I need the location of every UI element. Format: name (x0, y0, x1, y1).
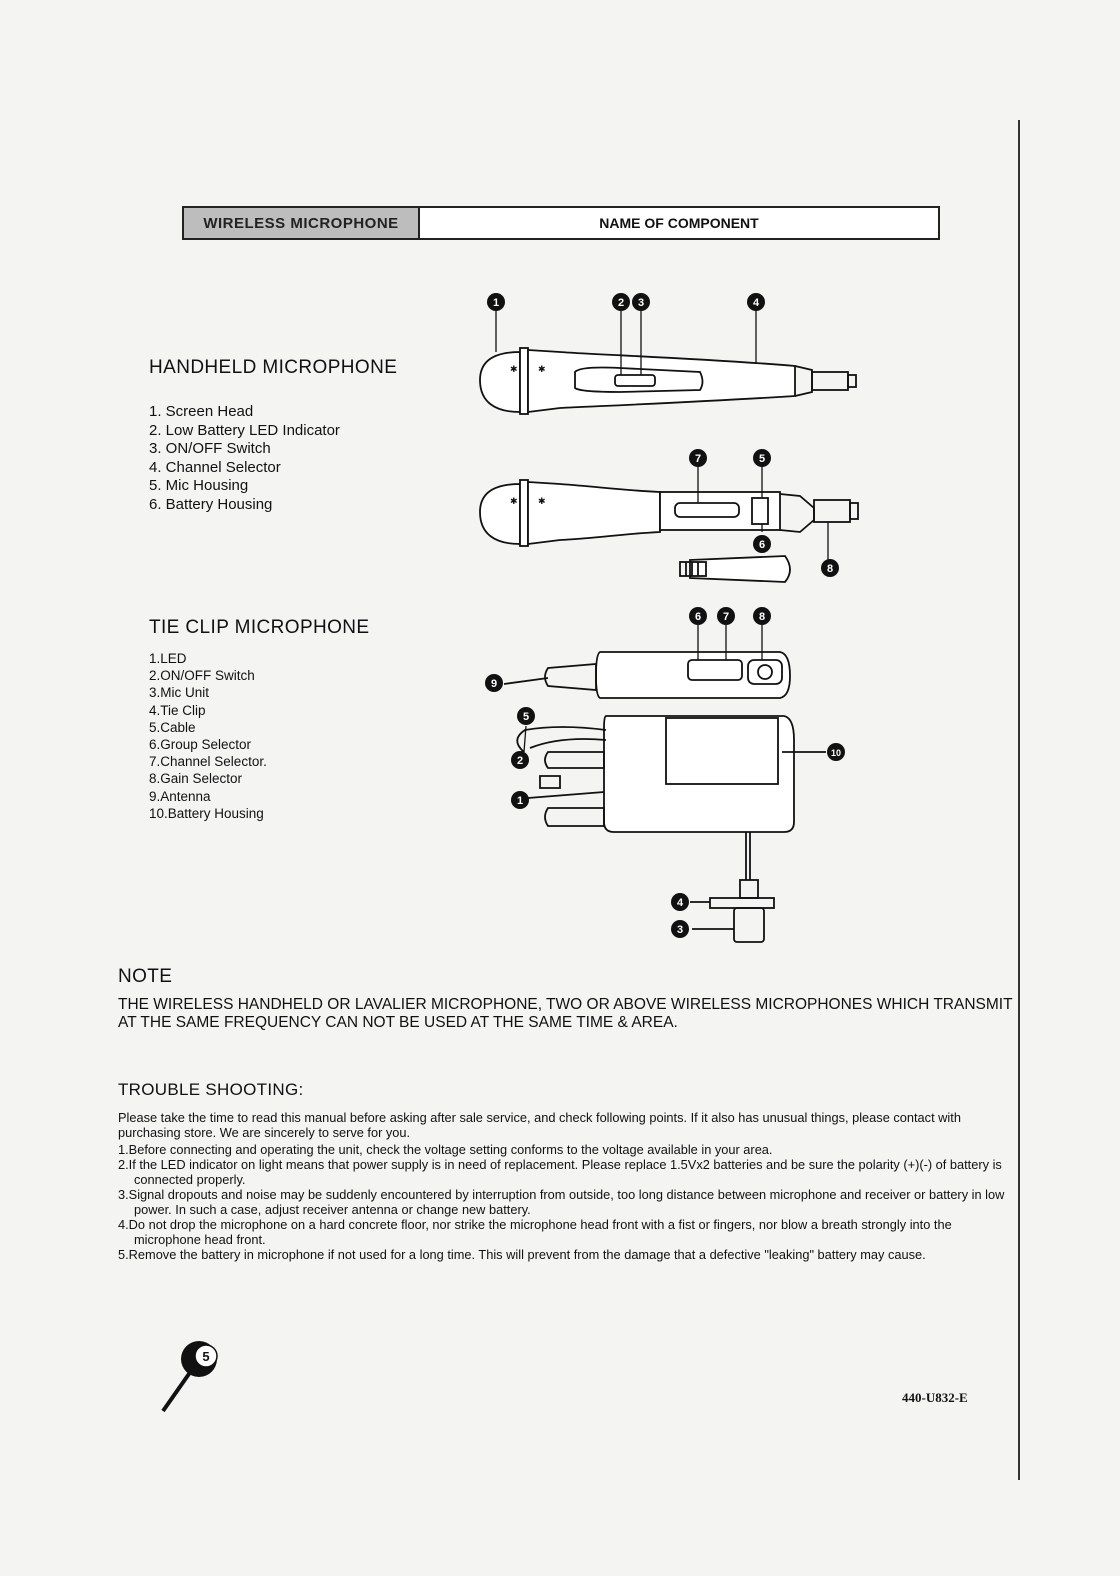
callout-7-handheld (689, 449, 707, 467)
list-item: 9.Antenna (149, 788, 211, 804)
svg-text:✱: ✱ (510, 496, 518, 506)
list-item: 2.If the LED indicator on light means that power supply is in need of replacement. Please replace 1.5Vx2 batteries and be sure the polarity (+)(-) of battery is connected properly. (118, 1157, 1002, 1187)
callout-2-tieclip (511, 751, 529, 769)
list-item: 1. Screen Head (149, 403, 254, 420)
list-item: 8.Gain Selector (149, 771, 243, 787)
callout-8-tieclip (753, 607, 771, 625)
document-code: 440-U832-E (902, 1390, 968, 1405)
callout-8-handheld (821, 559, 839, 577)
list-item: 5.Remove the battery in microphone if not used for a long time. This will prevent from the damage that a defective "leaking" battery may cause. (118, 1247, 926, 1262)
list-item: 4. Channel Selector (149, 458, 281, 476)
svg-text:6: 6 (694, 611, 702, 623)
list-item: 2. Low Battery LED Indicator (149, 421, 340, 439)
svg-text:5: 5 (758, 453, 766, 465)
troubleshooting-intro: Please take the time to read this manual before asking after sale service, and check following points. If it also has unusual things, please contact with purchasing store. We are sincerely to serve for you. (118, 1110, 961, 1140)
svg-text:3: 3 (676, 924, 684, 936)
callout-5-handheld (753, 449, 771, 467)
tieclip-title: TIE CLIP MICROPHONE (149, 617, 370, 638)
handheld-mic-front (480, 348, 856, 414)
callout-1-handheld (487, 293, 505, 311)
battery-cover (680, 556, 790, 582)
callout-3-tieclip (671, 920, 689, 938)
page-number-mic-icon (155, 1335, 225, 1415)
list-item: 1.Before connecting and operating the unit, check the voltage setting conforms to the voltage available in your area. (118, 1142, 773, 1157)
list-item: 6. Battery Housing (149, 495, 273, 513)
svg-text:3: 3 (637, 297, 645, 309)
svg-text:10: 10 (830, 748, 842, 758)
callout-7-tieclip (717, 607, 735, 625)
callout-9-tieclip (485, 674, 503, 692)
svg-text:5: 5 (522, 711, 530, 723)
callout-4-tieclip (671, 893, 689, 911)
troubleshooting-list (118, 1142, 1008, 1262)
svg-text:8: 8 (758, 611, 766, 623)
svg-text:✱: ✱ (538, 364, 546, 374)
handheld-title: HANDHELD MICROPHONE (149, 357, 398, 378)
page-title: NAME OF COMPONENT (599, 215, 759, 231)
section-tag: WIRELESS MICROPHONE (184, 208, 420, 238)
svg-text:✱: ✱ (538, 496, 546, 506)
list-item: 10.Battery Housing (149, 805, 264, 821)
svg-text:8: 8 (826, 563, 834, 575)
list-item: 3. ON/OFF Switch (149, 440, 271, 458)
troubleshooting-title: TROUBLE SHOOTING: (118, 1080, 304, 1099)
svg-text:✱: ✱ (510, 364, 518, 374)
list-item: 5. Mic Housing (149, 477, 249, 495)
microphone-diagram (460, 280, 880, 960)
list-item: 3.Mic Unit (149, 685, 210, 701)
list-item: 7.Channel Selector. (149, 754, 267, 770)
callout-10-tieclip (827, 743, 845, 761)
svg-text:4: 4 (752, 297, 760, 309)
callout-3-handheld (632, 293, 650, 311)
svg-text:1: 1 (516, 795, 524, 807)
svg-text:2: 2 (516, 755, 524, 767)
bodypack-body (517, 716, 826, 942)
handheld-mic-open (480, 480, 858, 546)
list-item: 3.Signal dropouts and noise may be suddenly encountered by interruption from outside, too long distance between microphone and receiver or battery in low power. In such a case, adjust receiver antenna or change new battery. (118, 1187, 1005, 1217)
list-item: 1.LED (149, 651, 187, 666)
svg-text:7: 7 (722, 611, 730, 623)
page-number: 5 (202, 1349, 210, 1364)
list-item: 6.Group Selector (149, 737, 252, 753)
handheld-parts-list (149, 403, 340, 515)
svg-text:2: 2 (617, 297, 625, 309)
list-item: 4.Do not drop the microphone on a hard concrete floor, nor strike the microphone head front with a fist or fingers, nor blow a breath strongly into the microphone head front. (118, 1217, 952, 1247)
callout-2-handheld (612, 293, 630, 311)
bodypack-top (504, 652, 790, 698)
svg-text:6: 6 (758, 539, 766, 551)
note-title: NOTE (118, 966, 173, 987)
svg-text:4: 4 (676, 897, 684, 909)
list-item: 4.Tie Clip (149, 702, 206, 718)
list-item: 5.Cable (149, 719, 196, 735)
tieclip-parts-list (149, 650, 267, 822)
callout-5-tieclip (517, 707, 535, 725)
svg-text:7: 7 (694, 453, 702, 465)
margin-rule (1018, 120, 1020, 1480)
header-bar (182, 206, 940, 240)
note-body: THE WIRELESS HANDHELD OR LAVALIER MICROPHONE, TWO OR ABOVE WIRELESS MICROPHONES WHICH TRANSMIT AT THE SAME FREQUENCY CAN NOT BE USED AT THE SAME TIME & AREA. (118, 996, 1013, 1031)
callout-6-handheld (753, 535, 771, 553)
callout-4-handheld (747, 293, 765, 311)
callout-1-tieclip (511, 791, 529, 809)
callout-6-tieclip (689, 607, 707, 625)
list-item: 2.ON/OFF Switch (149, 668, 255, 684)
svg-text:1: 1 (492, 297, 500, 309)
svg-text:9: 9 (490, 678, 498, 690)
